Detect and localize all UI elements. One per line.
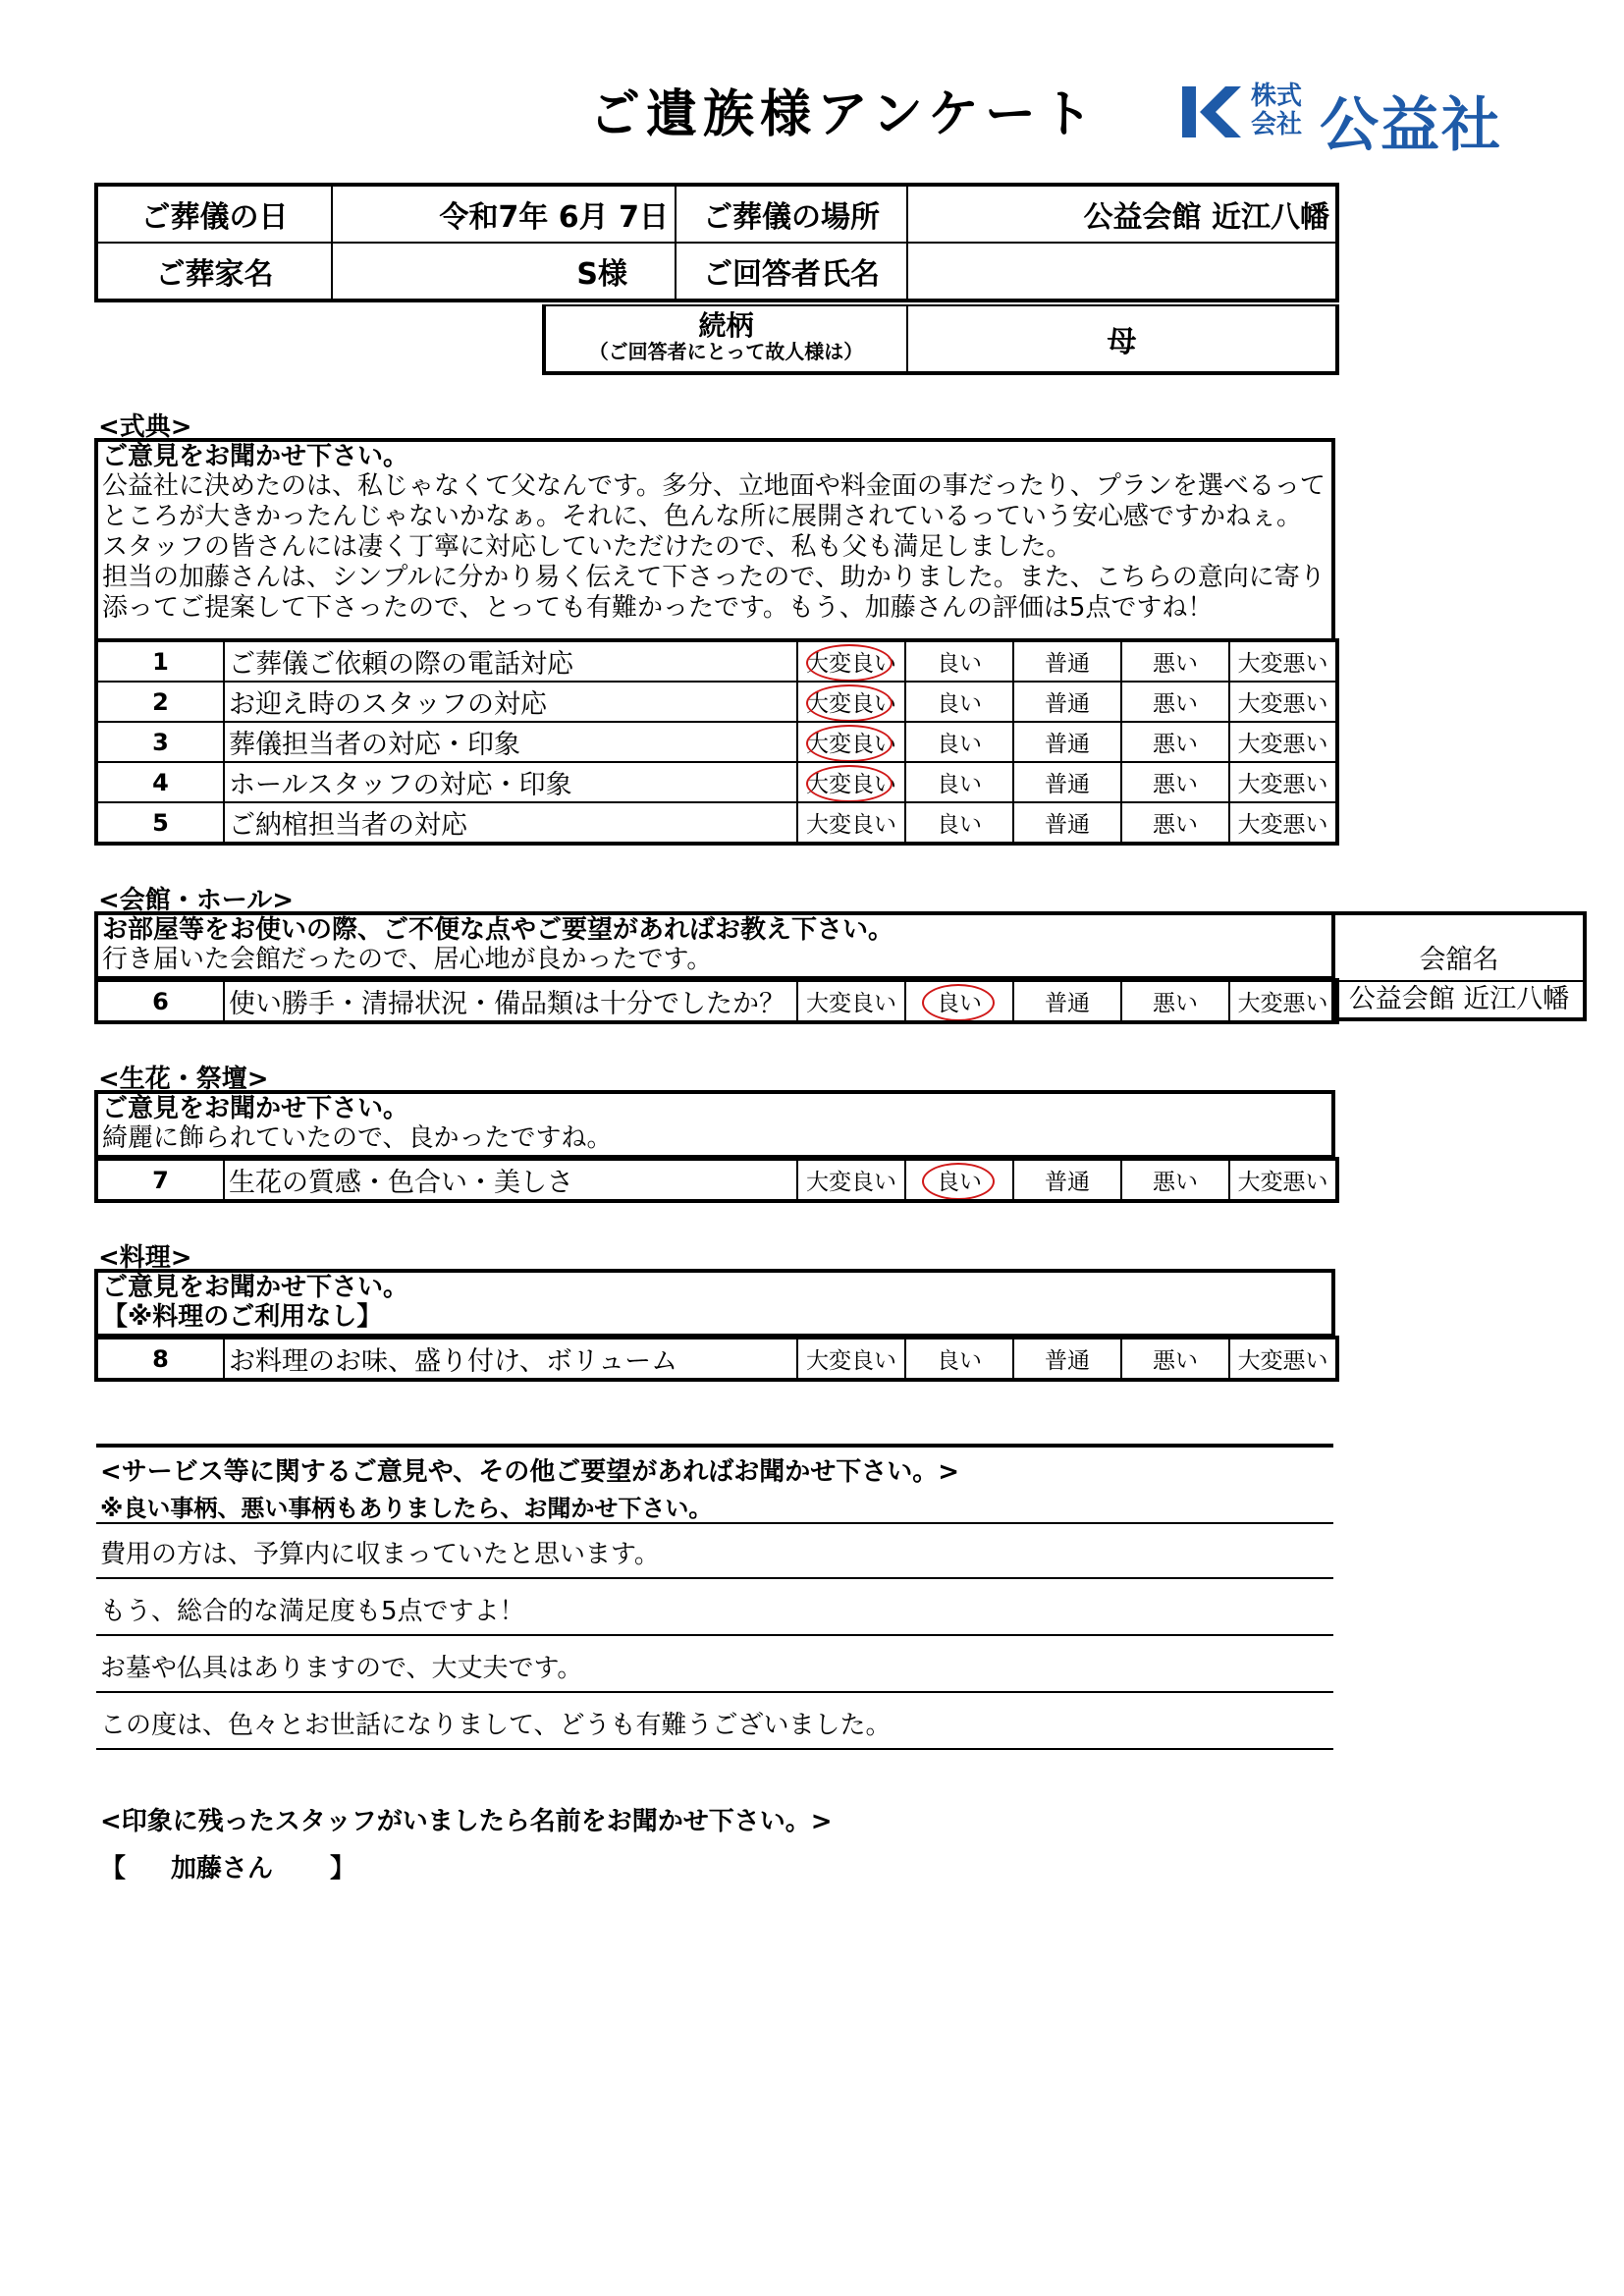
rating-option[interactable] (905, 762, 1013, 802)
relation-value: 母 (907, 305, 1337, 373)
rating-option-label: 悪い (1153, 1170, 1198, 1195)
rating-option[interactable] (1229, 640, 1337, 682)
date-value: 令和7年 6月 7日 (332, 185, 676, 243)
rating-option[interactable] (1121, 980, 1229, 1022)
rating-option-label: 悪い (1153, 651, 1198, 677)
rating-row (96, 682, 1337, 722)
rating-option-label: 大変良い (806, 991, 896, 1016)
logo-small-text (1251, 82, 1302, 139)
rating-option-label: 大変良い (806, 1170, 896, 1195)
rating-option-label: 悪い (1153, 991, 1198, 1016)
hall-name-label: 会舘名 (1335, 915, 1583, 982)
ceremony-comment-box (94, 438, 1335, 642)
staff-heading: <印象に残ったスタッフがいましたら名前をお聞かせ下さい。> (100, 1807, 833, 1836)
rating-row (96, 1338, 1337, 1380)
rating-option[interactable] (1229, 722, 1337, 762)
service-rule (96, 1577, 1333, 1579)
rating-option[interactable] (1229, 980, 1337, 1022)
rating-option[interactable] (1121, 722, 1229, 762)
relation-label: 続柄 (698, 309, 754, 342)
rating-option-label: 良い (937, 1348, 982, 1374)
relation-label-cell (544, 305, 907, 373)
rating-row (96, 1159, 1337, 1201)
rating-row-label: お迎え時のスタッフの対応 (224, 682, 797, 722)
ceremony-comment-line: ところが大きかったんじゃないかなぁ。それに、色んな所に展開されているっていう安心感ですかねぇ。 (102, 502, 1303, 531)
rating-option[interactable] (1013, 980, 1121, 1022)
rating-option-label: 普通 (1045, 772, 1090, 797)
family-value: S様 (332, 243, 676, 301)
rating-option-label: 良い (937, 991, 982, 1016)
respondent-label: ご回答者氏名 (676, 243, 907, 301)
rating-option[interactable] (1013, 640, 1121, 682)
service-rule (96, 1522, 1333, 1524)
flowers-prompt: ご意見をお聞かせ下さい。 (102, 1094, 409, 1123)
rating-option-label: 悪い (1153, 732, 1198, 757)
rating-option-label: 悪い (1153, 1348, 1198, 1374)
rating-row-number: 5 (96, 802, 224, 844)
rating-option[interactable] (905, 980, 1013, 1022)
rating-option[interactable] (905, 1338, 1013, 1380)
ceremony-comment-line: スタッフの皆さんには凄く丁寧に対応していただけたので、私も父も満足しました。 (102, 532, 1072, 562)
rating-option[interactable] (1121, 640, 1229, 682)
rating-option-label: 大変良い (806, 651, 896, 677)
service-line: もう、総合的な満足度も5点ですよ！ (100, 1597, 525, 1626)
rating-row (96, 980, 1337, 1022)
rating-option[interactable] (797, 640, 905, 682)
rating-option[interactable] (905, 1159, 1013, 1201)
page-title: ご遺族様アンケート (589, 85, 1099, 144)
staff-bracket-open: 【 (100, 1854, 127, 1884)
family-label: ご葬家名 (96, 243, 332, 301)
k-mark-icon (1182, 82, 1241, 141)
selected-circle-mark (806, 725, 893, 762)
rating-row-number: 6 (96, 980, 224, 1022)
rating-option-label: 悪い (1153, 812, 1198, 838)
hall-section-label: <会館・ホール> (98, 886, 295, 915)
rating-row-label: お料理のお味、盛り付け、ボリューム (224, 1338, 797, 1380)
place-label: ご葬儀の場所 (676, 185, 907, 243)
ceremony-comment-line: 公益社に決めたのは、私じゃなくて父なんです。多分、立地面や料金面の事だったり、プランを選べるって (102, 471, 1326, 501)
selected-circle-mark (806, 644, 893, 682)
rating-option-label: 大変良い (806, 772, 896, 797)
rating-option-label: 大変良い (806, 1348, 896, 1374)
relation-table (542, 304, 1339, 375)
rating-row (96, 722, 1337, 762)
rating-option[interactable] (797, 762, 905, 802)
staff-name: 加藤さん (171, 1854, 274, 1884)
hall-prompt: お部屋等をお使いの際、ご不便な点やご要望があればお教え下さい。 (102, 915, 894, 945)
logo-small-bottom: 会社 (1251, 110, 1303, 139)
flowers-rating-table (94, 1157, 1339, 1203)
selected-circle-mark (806, 684, 893, 722)
rating-option-label: 普通 (1045, 691, 1090, 717)
rating-option-label: 大変悪い (1237, 772, 1328, 797)
rating-option-label: 大変悪い (1237, 691, 1328, 717)
rating-option[interactable] (1013, 762, 1121, 802)
rating-row-label: ホールスタッフの対応・印象 (224, 762, 797, 802)
rating-option-label: 大変悪い (1237, 991, 1328, 1016)
flowers-section-label: <生花・祭壇> (98, 1065, 269, 1094)
rating-option[interactable] (1013, 722, 1121, 762)
rating-option[interactable] (797, 802, 905, 844)
selected-circle-mark (806, 765, 893, 802)
rating-option-label: 良い (937, 691, 982, 717)
service-rule (96, 1748, 1333, 1750)
food-rating-table (94, 1336, 1339, 1382)
hall-comment: 行き届いた会館だったので、居心地が良かったです。 (102, 945, 713, 974)
service-line: この度は、色々とお世話になりまして、どうも有難うございました。 (100, 1711, 892, 1740)
rating-row-label: 生花の質感・色合い・美しさ (224, 1159, 797, 1201)
flowers-comment: 綺麗に飾られていたので、良かったですね。 (102, 1123, 613, 1153)
rating-option-label: 大変良い (806, 812, 896, 838)
ceremony-comment-line: 担当の加藤さんは、シンプルに分かり易く伝えて下さったので、助かりました。また、こちらの意向に寄り (102, 563, 1326, 592)
rating-option[interactable] (797, 1159, 905, 1201)
logo-small-top: 株式 (1251, 82, 1303, 111)
rating-row (96, 640, 1337, 682)
rating-option-label: 悪い (1153, 772, 1198, 797)
rating-option[interactable] (1229, 1159, 1337, 1201)
rating-option[interactable] (1229, 762, 1337, 802)
food-comment-box (94, 1269, 1335, 1338)
rating-row-number: 2 (96, 682, 224, 722)
place-value: 公益会館 近江八幡 (907, 185, 1337, 243)
logo-name: 公益社 (1320, 91, 1502, 160)
rating-row-number: 7 (96, 1159, 224, 1201)
rating-option-label: 大変悪い (1237, 1170, 1328, 1195)
ceremony-comment-line: 添ってご提案して下さったので、とっても有難かったです。もう、加藤さんの評価は5点ですね！ (102, 593, 1214, 623)
rating-option-label: 普通 (1045, 1348, 1090, 1374)
rating-option-label: 大変悪い (1237, 651, 1328, 677)
respondent-value[interactable] (907, 243, 1337, 301)
ceremony-rating-table (94, 638, 1339, 846)
ceremony-section-label: <式典> (98, 412, 192, 442)
rating-row-label: 葬儀担当者の対応・印象 (224, 722, 797, 762)
rating-option-label: 良い (937, 1170, 982, 1195)
service-rule (96, 1691, 1333, 1693)
rating-option[interactable] (905, 802, 1013, 844)
rating-option[interactable] (797, 980, 905, 1022)
service-rule (96, 1634, 1333, 1636)
rating-row-label: ご葬儀ご依頼の際の電話対応 (224, 640, 797, 682)
rating-option-label: 良い (937, 772, 982, 797)
rating-row (96, 762, 1337, 802)
rating-option[interactable] (1013, 1338, 1121, 1380)
rating-option[interactable] (797, 682, 905, 722)
rating-option[interactable] (797, 1338, 905, 1380)
ceremony-prompt: ご意見をお聞かせ下さい。 (102, 442, 409, 471)
rating-option[interactable] (1229, 802, 1337, 844)
food-comment: 【※料理のご利用なし】 (102, 1302, 383, 1332)
rating-option[interactable] (1013, 1159, 1121, 1201)
rating-option[interactable] (797, 722, 905, 762)
rating-option-label: 良い (937, 732, 982, 757)
rating-option-label: 大変悪い (1237, 732, 1328, 757)
header-table (94, 183, 1339, 302)
staff-bracket-close: 】 (330, 1854, 356, 1884)
rating-option[interactable] (905, 640, 1013, 682)
service-top-rule (96, 1444, 1333, 1448)
rating-option-label: 大変良い (806, 691, 896, 717)
rating-row-number: 1 (96, 640, 224, 682)
service-line: お墓や仏具はありますので、大丈夫です。 (100, 1654, 583, 1683)
rating-option[interactable] (1121, 802, 1229, 844)
rating-row-number: 3 (96, 722, 224, 762)
rating-row-number: 4 (96, 762, 224, 802)
rating-option[interactable] (1121, 762, 1229, 802)
date-label: ご葬儀の日 (96, 185, 332, 243)
service-heading: <サービス等に関するご意見や、その他ご要望があればお聞かせ下さい。> (100, 1457, 960, 1487)
food-prompt: ご意見をお聞かせ下さい。 (102, 1273, 409, 1302)
selected-circle-mark (922, 984, 995, 1021)
rating-option[interactable] (905, 682, 1013, 722)
rating-row-number: 8 (96, 1338, 224, 1380)
hall-name-box (1331, 911, 1587, 1021)
service-subheading: ※良い事柄、悪い事柄もありましたら、お聞かせ下さい。 (100, 1495, 713, 1522)
rating-row-label: ご納棺担当者の対応 (224, 802, 797, 844)
rating-option-label: 大変悪い (1237, 1348, 1328, 1374)
service-line: 費用の方は、予算内に収まっていたと思います。 (100, 1540, 660, 1569)
food-section-label: <料理> (98, 1243, 192, 1273)
rating-option-label: 良い (937, 812, 982, 838)
rating-option[interactable] (1121, 1159, 1229, 1201)
rating-option[interactable] (1121, 1338, 1229, 1380)
rating-option[interactable] (905, 722, 1013, 762)
rating-option-label: 大変良い (806, 732, 896, 757)
rating-row-label: 使い勝手・清掃状況・備品類は十分でしたか？ (224, 980, 797, 1022)
rating-option[interactable] (1121, 682, 1229, 722)
rating-row (96, 802, 1337, 844)
rating-option-label: 良い (937, 651, 982, 677)
rating-option-label: 普通 (1045, 651, 1090, 677)
company-logo (1182, 82, 1545, 160)
rating-option[interactable] (1013, 682, 1121, 722)
selected-circle-mark (922, 1163, 995, 1200)
rating-option-label: 普通 (1045, 732, 1090, 757)
rating-option[interactable] (1229, 1338, 1337, 1380)
hall-name-value: 公益会館 近江八幡 (1348, 984, 1570, 1014)
hall-comment-box (94, 911, 1335, 980)
rating-option-label: 普通 (1045, 812, 1090, 838)
rating-option-label: 普通 (1045, 991, 1090, 1016)
rating-option-label: 大変悪い (1237, 812, 1328, 838)
flowers-comment-box (94, 1090, 1335, 1159)
relation-sublabel: （ご回答者にとって故人様は） (588, 340, 864, 363)
rating-option-label: 悪い (1153, 691, 1198, 717)
rating-option[interactable] (1013, 802, 1121, 844)
hall-rating-table (94, 978, 1339, 1024)
rating-option-label: 普通 (1045, 1170, 1090, 1195)
rating-option[interactable] (1229, 682, 1337, 722)
